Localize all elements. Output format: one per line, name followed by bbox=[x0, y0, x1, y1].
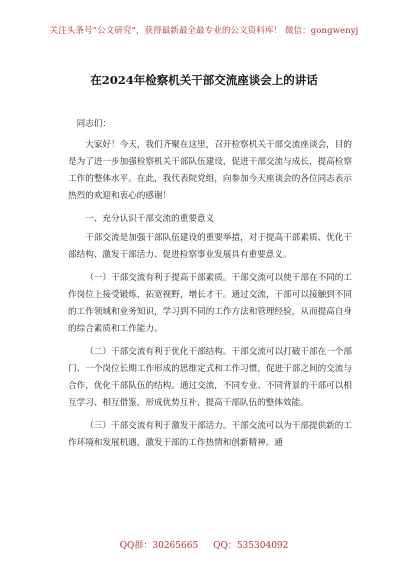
section-heading: 一、充分认识干部交流的重要意义 bbox=[85, 214, 215, 224]
salutation: 同志们： bbox=[76, 119, 111, 129]
paragraph-point-3: （三）干部交流有利于激发干部活力。干部交流可以为干部提供新的工作环境和发展机遇，激发干部的工作热情和创新精神。通 bbox=[68, 421, 352, 448]
header-notice: 关注头条号“公文研究”，获得最新最全最专业的公文资料库！ 微信：gongwenyj bbox=[49, 26, 359, 36]
paragraph-intro: 大家好！今天，我们齐聚在这里，召开检察机关干部交流座谈会，目的是为了进一步加强检察机关干部队伍建设，促进干部交流与成长，提高检察工作的整体水平。在此，我代表院党组，向参加今天座谈会的各位同志表示热烈的欢迎和衷心的感谢！ bbox=[68, 140, 352, 201]
qq-number-text: QQ：535304092 bbox=[213, 541, 289, 551]
document-body bbox=[68, 116, 352, 458]
paragraph-significance: 干部交流是加强干部队伍建设的重要举措，对于提高干部素质、优化干部结构、激发干部活力、促进检察事业发展具有重要意义。 bbox=[68, 233, 352, 260]
paragraph-point-2: （二）干部交流有利于优化干部结构。干部交流可以打破干部在一个部门、一个岗位长期工作形成的思维定式和工作习惯，促进干部之间的交流与合作，优化干部队伍的结构。通过交流，不同专业、不同背景的干部可以相互学习、相互借鉴，形成优势互补，提高干部队伍的整体效能。 bbox=[68, 347, 352, 408]
paragraph-point-1: （一）干部交流有利于提高干部素质。干部交流可以使干部在不同的工作岗位上接受锻炼，拓宽视野，增长才干。通过交流，干部可以接触到不同的工作领域和业务知识，学习到不同的工作方法和管理经验，从而提高自身的综合素质和工作能力。 bbox=[68, 273, 352, 334]
qq-group-text: QQ群：30265665 bbox=[119, 541, 199, 551]
page-title: 在2024年检察机关干部交流座谈会上的讲话 bbox=[90, 73, 318, 87]
footer-contact bbox=[0, 538, 408, 551]
